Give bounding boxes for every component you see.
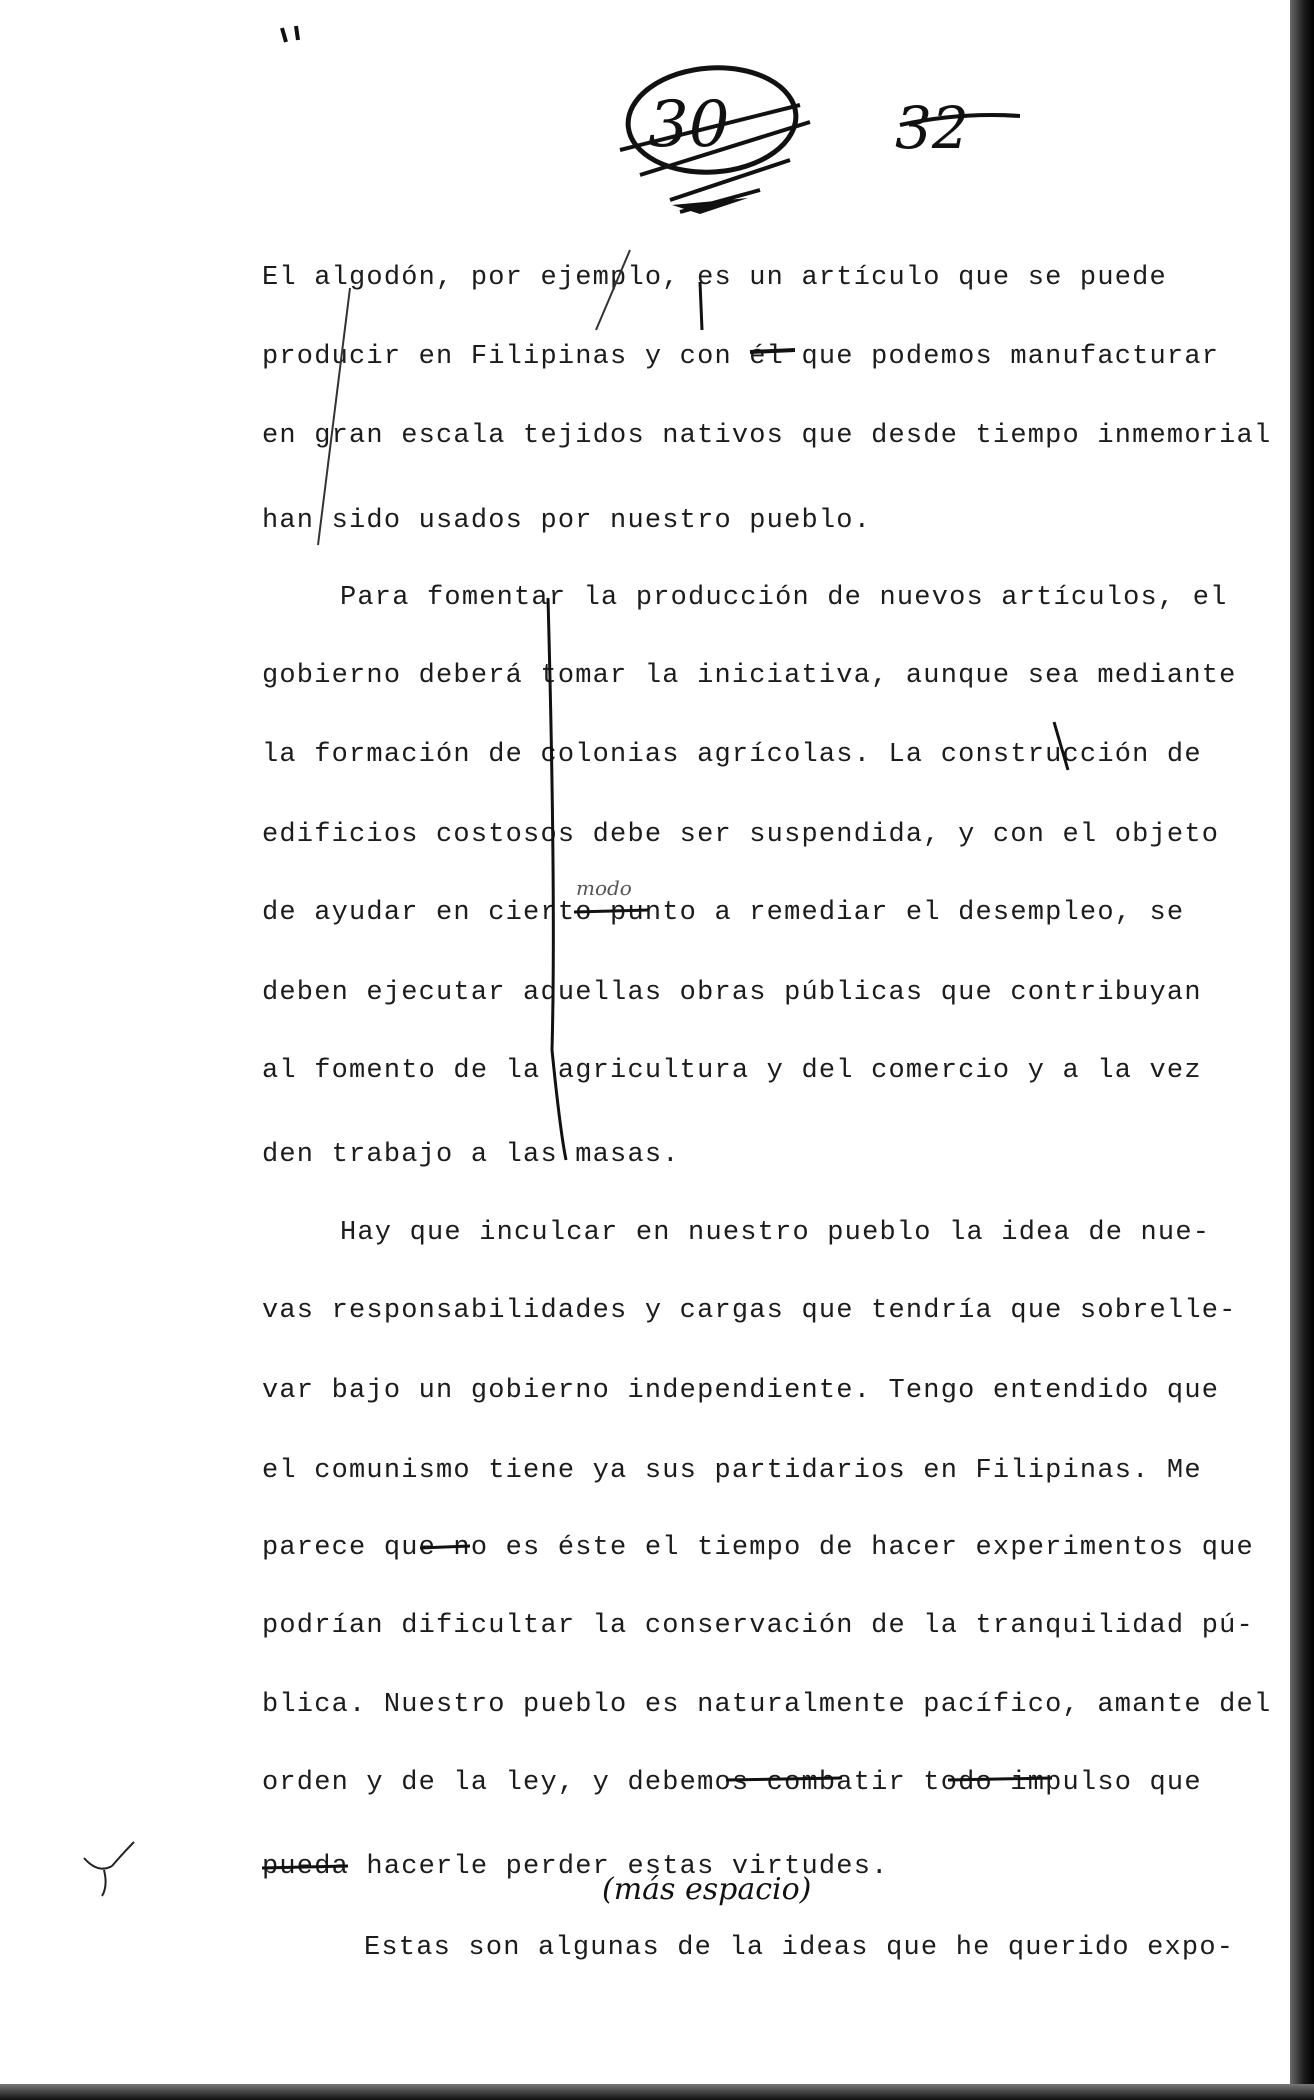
folio-number-circled: 30 bbox=[648, 88, 730, 162]
text-line-18: podrían dificultar la conservación de la tranquilidad pú- bbox=[262, 1611, 1254, 1641]
handwritten-note-spacing: (más espacio) bbox=[602, 1872, 812, 1907]
text-line-11: al fomento de la agricultura y del comercio y a la vez bbox=[262, 1056, 1202, 1086]
text-line-2: producir en Filipinas y con él que podemos manufacturar bbox=[262, 342, 1220, 372]
text-line-22: Estas son algunas de la ideas que he querido expo- bbox=[364, 1933, 1235, 1963]
text-line-17: parece que no es éste el tiempo de hacer experimentos que bbox=[262, 1533, 1254, 1563]
text-line-1: El algodón, por ejemplo, es un artículo que se puede bbox=[262, 263, 1167, 293]
text-line-13: Hay que inculcar en nuestro pueblo la idea de nue- bbox=[340, 1218, 1211, 1248]
folio-circle-mark bbox=[625, 62, 800, 177]
scan-border-right bbox=[1290, 0, 1314, 2100]
scan-border-bottom bbox=[0, 2084, 1314, 2100]
handwritten-note-modo: modo bbox=[576, 876, 632, 900]
text-line-16: el comunismo tiene ya sus partidarios en Filipinas. Me bbox=[262, 1456, 1202, 1486]
text-line-15: var bajo un gobierno independiente. Tengo entendido que bbox=[262, 1376, 1220, 1406]
text-line-6: gobierno deberá tomar la iniciativa, aunque sea mediante bbox=[262, 661, 1237, 691]
text-line-3: en gran escala tejidos nativos que desde tiempo inmemorial bbox=[262, 421, 1272, 451]
text-line-14: vas responsabilidades y cargas que tendría que sobrelle- bbox=[262, 1296, 1237, 1326]
text-line-4: han sido usados por nuestro pueblo. bbox=[262, 506, 872, 536]
text-line-19: blica. Nuestro pueblo es naturalmente pacífico, amante del bbox=[262, 1690, 1272, 1720]
text-line-9: de ayudar en cierto punto a remediar el desempleo, se bbox=[262, 898, 1185, 928]
folio-number-secondary: 32 bbox=[895, 94, 969, 162]
text-line-7: la formación de colonias agrícolas. La construcción de bbox=[262, 740, 1202, 770]
text-line-21: pueda hacerle perder estas virtudes. bbox=[262, 1852, 889, 1882]
text-line-12: den trabajo a las masas. bbox=[262, 1140, 680, 1170]
text-line-8: edificios costosos debe ser suspendida, y con el objeto bbox=[262, 820, 1220, 850]
vertical-insertion-line bbox=[548, 598, 566, 1160]
text-line-20: orden y de la ley, y debemos combatir todo impulso que bbox=[262, 1768, 1202, 1798]
text-line-5: Para fomentar la producción de nuevos artículos, el bbox=[340, 583, 1228, 613]
text-line-10: deben ejecutar aquellas obras públicas que contribuyan bbox=[262, 978, 1202, 1008]
